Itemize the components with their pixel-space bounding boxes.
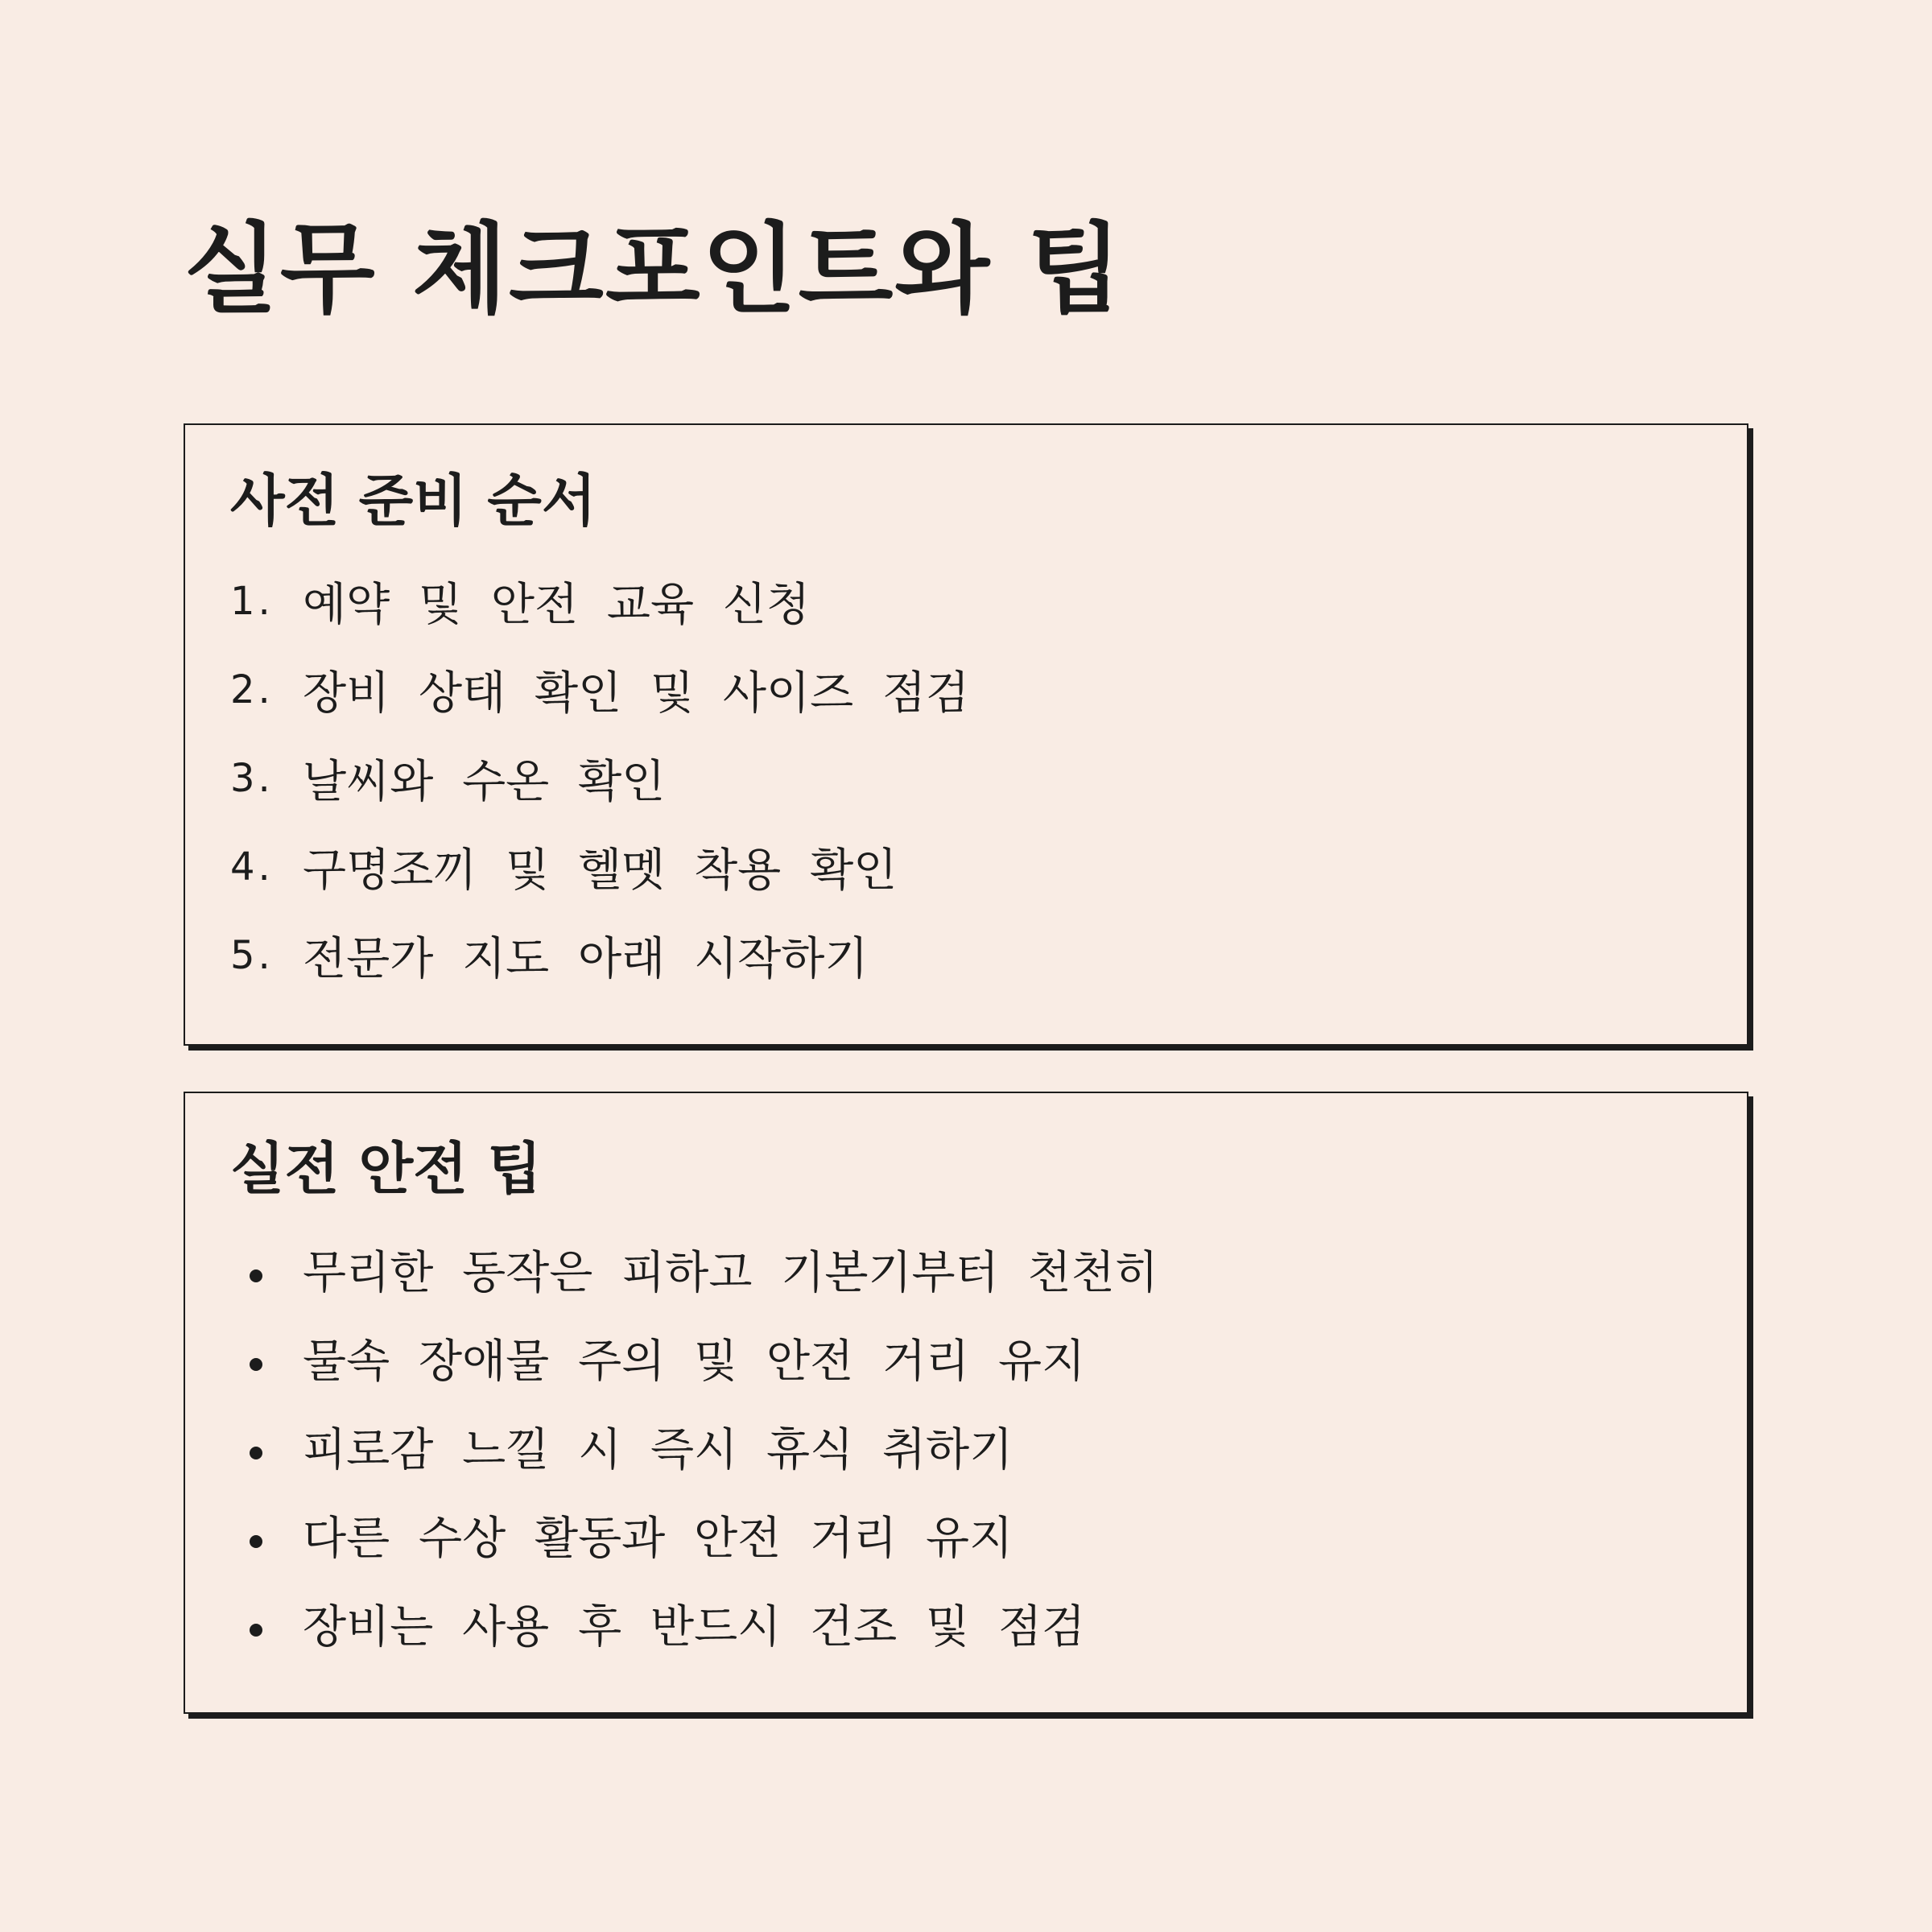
bullet-marker	[230, 1335, 303, 1381]
item-text: 피로감 느낄 시 즉시 휴식 취하기	[303, 1424, 1013, 1476]
item-text: 전문가 지도 아래 시작하기	[303, 933, 869, 985]
preparation-card	[184, 423, 1748, 1046]
bullet-marker	[230, 1601, 303, 1646]
list-item	[230, 646, 1702, 734]
bullet-marker	[230, 1513, 303, 1558]
bullet-marker	[230, 1247, 303, 1292]
item-text: 예약 및 안전 교육 신청	[303, 579, 811, 631]
list-item	[230, 823, 1702, 911]
preparation-heading: 사전 준비 순서	[230, 468, 597, 534]
bullet-dot-icon	[250, 1624, 262, 1637]
item-text: 다른 수상 활동과 안전 거리 유지	[303, 1513, 1013, 1565]
item-number: 5.	[230, 933, 274, 978]
item-text: 장비 상태 확인 및 사이즈 점검	[303, 667, 970, 720]
list-item	[230, 1402, 1702, 1491]
bullet-marker	[230, 1424, 303, 1469]
list-item	[230, 1491, 1702, 1579]
item-text: 물속 장애물 주의 및 안전 거리 유지	[303, 1335, 1086, 1388]
list-item	[230, 1225, 1702, 1314]
item-text: 구명조끼 및 헬멧 착용 확인	[303, 844, 898, 897]
safety-tips-card	[184, 1092, 1748, 1714]
item-number: 3.	[230, 756, 274, 801]
item-text: 장비는 사용 후 반드시 건조 및 점검	[303, 1601, 1086, 1653]
item-number: 2.	[230, 667, 274, 712]
item-text: 무리한 동작은 피하고 기본기부터 천천히	[303, 1247, 1158, 1299]
list-item	[230, 734, 1702, 823]
item-text: 날씨와 수온 확인	[303, 756, 666, 808]
list-item	[230, 911, 1702, 1000]
bullet-dot-icon	[250, 1358, 262, 1371]
safety-tips-heading: 실전 안전 팁	[230, 1136, 542, 1202]
bullet-dot-icon	[250, 1447, 262, 1459]
item-number: 1.	[230, 579, 274, 624]
list-item	[230, 557, 1702, 646]
bullet-dot-icon	[250, 1535, 262, 1548]
bullet-dot-icon	[250, 1269, 262, 1282]
safety-tips-list	[230, 1225, 1702, 1668]
page-title: 실무 체크포인트와 팁	[184, 213, 1124, 327]
preparation-list	[230, 557, 1702, 1000]
item-number: 4.	[230, 844, 274, 890]
list-item	[230, 1579, 1702, 1668]
list-item	[230, 1314, 1702, 1402]
